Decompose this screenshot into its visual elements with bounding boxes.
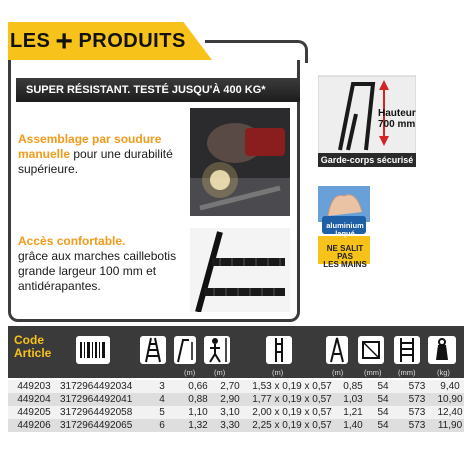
table-cell: 449204 (8, 393, 60, 406)
table-row (8, 380, 464, 393)
table-cell: 573 (398, 419, 436, 432)
aluminium-line1: aluminium (326, 221, 364, 230)
table-cell: 6 (142, 419, 182, 432)
table-cell: 0,85 (338, 380, 368, 393)
table-cell: 2,25 x 0,19 x 0,57 (246, 419, 338, 432)
table-cell: 1,40 (338, 419, 368, 432)
unit-width: (mm) (364, 368, 382, 377)
plus-icon: + (55, 24, 74, 58)
aluminium-label (326, 222, 364, 238)
code-label-line1: Code (14, 333, 44, 347)
table-cell: 1,10 (182, 406, 214, 419)
code-article-label (14, 334, 51, 360)
table-cell: 449203 (8, 380, 60, 393)
table-cell: 3,30 (214, 419, 246, 432)
unit-platform: (m) (184, 368, 196, 377)
headline-bar (16, 78, 300, 102)
height-label-line1: Hauteur (378, 108, 416, 119)
table-cell: 2,00 x 0,19 x 0,57 (246, 406, 338, 419)
headline-text: SUPER RÉSISTANT. TESTÉ JUSQU'À 400 KG* (26, 84, 266, 96)
steps-photo (190, 228, 290, 312)
table-row (8, 406, 464, 419)
width-icon (358, 336, 384, 364)
table-cell: 3,10 (214, 406, 246, 419)
barcode-icon (76, 336, 110, 364)
table-cell: 54 (368, 419, 398, 432)
table-cell: 449206 (8, 419, 60, 432)
product-table (8, 380, 464, 432)
table-cell: 12,40 (437, 407, 463, 418)
table-cell: 9,40 (436, 380, 464, 393)
feature-title: Accès confortable. (18, 234, 126, 248)
unit-depth: (m) (332, 368, 344, 377)
table-cell: 3172964492058 (60, 406, 142, 419)
table-cell: 54 (368, 380, 398, 393)
title-produits: PRODUITS (78, 30, 186, 52)
feature-access (18, 234, 188, 294)
table-cell: 449205 (8, 406, 60, 419)
unit-step: (mm) (398, 368, 416, 377)
feature-welding (18, 132, 188, 177)
section-title (10, 24, 186, 58)
weight-icon (428, 336, 456, 364)
table-cell: 0,66 (182, 380, 214, 393)
table-cell: 4 (142, 393, 182, 406)
clean-hands-label (320, 245, 370, 269)
table-cell: 3 (142, 380, 182, 393)
table-cell: 2,70 (214, 380, 246, 393)
feature-title: Assemblage par soudure manuelle (18, 132, 162, 161)
clean-hands-line2: LES MAINS (323, 260, 367, 269)
aluminium-line2: laqué (335, 229, 355, 238)
table-cell: 11,90 (437, 420, 463, 431)
table-cell: 573 (398, 406, 436, 419)
table-cell: 5 (142, 406, 182, 419)
table-cell: 2,90 (214, 393, 246, 406)
table-cell: 1,77 x 0,19 x 0,57 (246, 393, 338, 406)
table-cell: 3172964492065 (60, 419, 142, 432)
feature-text: grâce aux marches caillebotis grande largeur 100 mm et antidérapantes. (18, 249, 177, 293)
clean-hands-line1: NE SALIT PAS (326, 244, 364, 261)
feature-text: pour une durabilité supérieure. (18, 147, 173, 176)
table-cell: 573 (398, 393, 436, 406)
table-cell: 573 (398, 380, 436, 393)
table-cell: 3172964492041 (60, 393, 142, 406)
table-cell: 54 (368, 406, 398, 419)
working-height-icon (204, 336, 230, 364)
guardrail-label: Garde-corps sécurisé (318, 153, 416, 167)
welding-photo (190, 108, 290, 216)
table-row (8, 393, 464, 406)
step-width-icon (394, 336, 420, 364)
table-cell: 54 (368, 393, 398, 406)
height-label (378, 108, 416, 130)
dimensions-icon (266, 336, 292, 364)
table-cell: 3172964492034 (60, 380, 142, 393)
steps-icon (140, 336, 166, 364)
table-row (8, 419, 464, 432)
table-cell: 1,32 (182, 419, 214, 432)
table-cell: 0,88 (182, 393, 214, 406)
table-cell: 1,03 (338, 393, 368, 406)
height-label-line2: 700 mm (378, 119, 416, 130)
platform-height-icon (174, 336, 196, 364)
title-les: LES (10, 30, 51, 52)
unit-weight: (kg) (437, 368, 450, 377)
table-cell: 10,90 (437, 394, 463, 405)
depth-icon (326, 336, 348, 364)
table-cell: 1,53 x 0,19 x 0,57 (246, 380, 338, 393)
code-label-line2: Article (14, 346, 52, 360)
unit-working: (m) (214, 368, 226, 377)
table-cell: 1,21 (338, 406, 368, 419)
unit-dimensions: (m) (272, 368, 284, 377)
